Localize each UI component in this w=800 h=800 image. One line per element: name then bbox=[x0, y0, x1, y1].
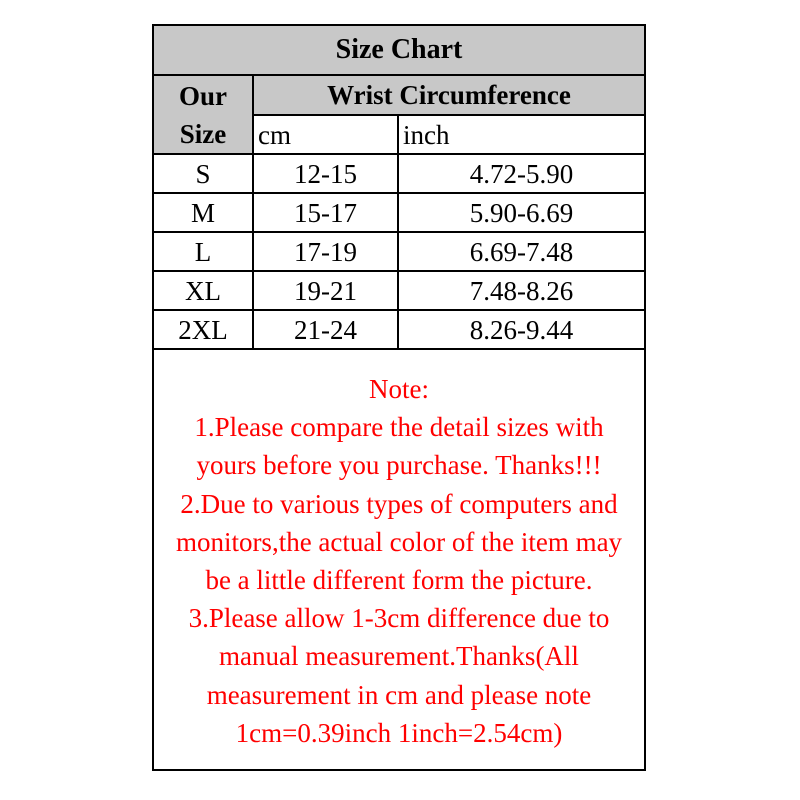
table-row bbox=[154, 310, 644, 349]
inch-cell: 6.69-7.48 bbox=[398, 232, 644, 271]
note-heading: Note: bbox=[369, 374, 429, 404]
size-cell: M bbox=[154, 193, 253, 232]
note-line: 1.Please compare the detail sizes with bbox=[194, 412, 604, 443]
inch-cell: 7.48-8.26 bbox=[398, 271, 644, 310]
size-table bbox=[154, 26, 644, 350]
inch-cell: 5.90-6.69 bbox=[398, 193, 644, 232]
inch-cell: 4.72-5.90 bbox=[398, 154, 644, 193]
cm-cell: 12-15 bbox=[253, 154, 398, 193]
note-line: manual measurement.Thanks(All bbox=[219, 641, 579, 672]
our-size-header-line2: Size bbox=[179, 118, 227, 149]
size-cell: 2XL bbox=[154, 310, 253, 349]
cm-cell: 21-24 bbox=[253, 310, 398, 349]
note-line: be a little different form the picture. bbox=[205, 565, 593, 596]
size-cell: XL bbox=[154, 271, 253, 310]
cm-cell: 19-21 bbox=[253, 271, 398, 310]
note-line: 2.Due to various types of computers and bbox=[180, 488, 618, 519]
cm-cell: 15-17 bbox=[253, 193, 398, 232]
wrist-circumference-header: Wrist Circumference bbox=[253, 75, 644, 115]
note-line: measurement in cm and please note bbox=[206, 679, 592, 710]
unit-inch-header: inch bbox=[398, 115, 644, 154]
unit-cm-header: cm bbox=[253, 115, 398, 154]
inch-cell: 8.26-9.44 bbox=[398, 310, 644, 349]
table-row bbox=[154, 232, 644, 271]
cm-cell: 17-19 bbox=[253, 232, 398, 271]
size-chart-title: Size Chart bbox=[154, 26, 644, 75]
our-size-header bbox=[154, 75, 253, 154]
size-cell: S bbox=[154, 154, 253, 193]
table-row bbox=[154, 271, 644, 310]
table-row bbox=[154, 193, 644, 232]
size-chart bbox=[152, 24, 646, 771]
note-section bbox=[154, 350, 644, 752]
note-line: yours before you purchase. Thanks!!! bbox=[196, 450, 602, 481]
note-line: 1cm=0.39inch 1inch=2.54cm) bbox=[235, 717, 563, 748]
size-cell: L bbox=[154, 232, 253, 271]
table-row bbox=[154, 154, 644, 193]
note-line: monitors,the actual color of the item may bbox=[175, 526, 623, 557]
our-size-header-line1: Our bbox=[178, 80, 227, 111]
note-line: 3.Please allow 1-3cm difference due to bbox=[188, 603, 610, 634]
